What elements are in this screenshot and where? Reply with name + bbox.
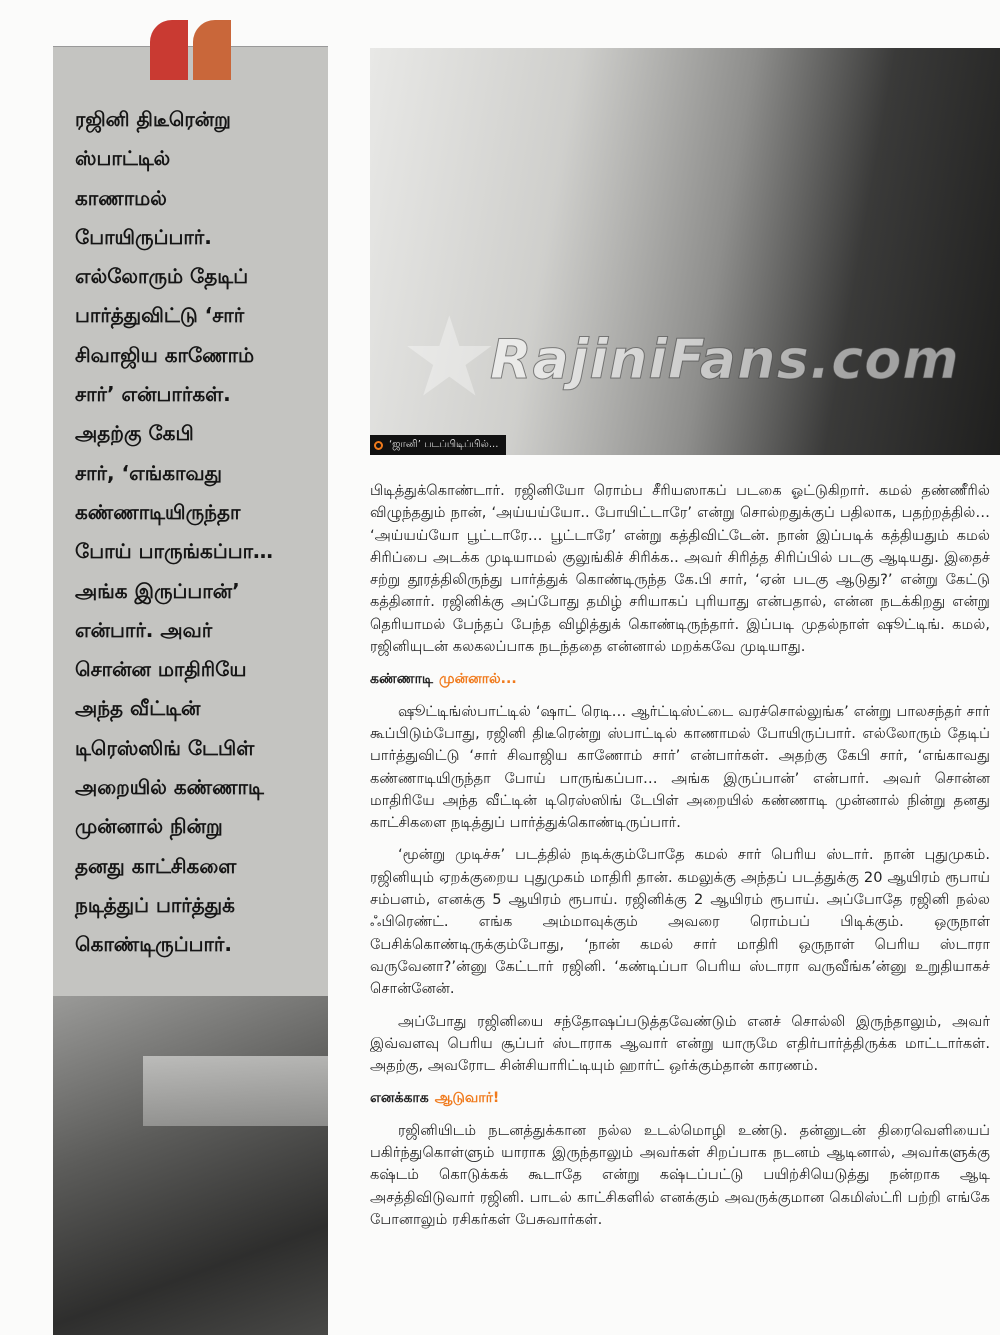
- paragraph: ரஜினியிடம் நடனத்துக்கான நல்ல உடல்மொழி உண்டு. தன்னுடன் திரைவெளியைப் பகிர்ந்துகொள்ளும் யாராக இருந்தாலும் அவர்கள் சிறப்பாக நடனம் ஆடினால், அவர்களுக்கு கஷ்டம் கொடுக்கக் கூடாதே என்று கஷ்டப்பட்டு பயிற்சியெடுத்து நன்றாக ஆடி அசத்திவிடுவார் ரஜினி. பாடல் காட்சிகளில் எனக்கும் அவருக்குமான கெமிஸ்ட்ரி பற்றி எங்கே போனாலும் ரசிகர்கள் பேசுவார்கள்.: [370, 1121, 990, 1228]
- paragraph: ஷூட்டிங்ஸ்பாட்டில் ‘ஷாட் ரெடி… ஆர்ட்டிஸ்ட்டை வரச்சொல்லுங்க’ என்று பாலசந்தர் சார் கூப்பிடும்போது, ரஜினி திடீரென்று ஸ்பாட்டில் காணாமல் போயிருப்பார். எல்லோரும் தேடிப் பார்த்துவிட்டு ‘சார் சிவாஜிய காணோம் சார்’ என்பார்கள். அதற்கு கேபி சார், ‘எங்காவது கண்ணாடியிருந்தா போய் பாருங்கப்பா… அங்க இருப்பான்’ என்பார். அவர் சொன்ன மாதிரியே அந்த வீட்டின் டிரெஸ்ஸிங் டேபிள் அறையில் கண்ணாடி முன்னால் நின்று தனது காட்சிகளை நடித்துப் பார்த்துக்கொண்டிருப்பார்.: [370, 702, 990, 832]
- subheading: [370, 1087, 990, 1109]
- johnny-shooting-photo: [370, 48, 1000, 455]
- pull-quote-line: என்பார். அவர்: [75, 617, 213, 642]
- paragraph: பிடித்துக்கொண்டார். ரஜினியோ ரொம்ப சீரியஸாகப் படகை ஓட்டுகிறார். கமல் தண்ணீரில் விழுந்ததும் நான், ‘அய்யய்யோ.. போயிட்டாரே’ என்று சொல்றதுக்குப் பதிலாக, பதற்றத்தில்… ‘அய்யய்யோ பூட்டாரே… பூட்டாரே’ என்று கத்திவிட்டேன். நான் இப்படிக் கத்தியதும் கமல் சிரிப்பை அடக்க முடியாமல் குலுங்கிச் சிரிக்க.. அவர் சிரித்த சிரிப்பில் படகு ஆடியது. இதைச் சற்று தூரத்திலிருந்து பார்த்துக் கொண்டிருந்த கே.பி சார், ‘ஏன் படகு ஆடுது?’ என்று கேட்டு கத்தினார். ரஜினிக்கு அப்போது தமிழ் சரியாகப் புரியாது என்பதால், என்ன நடக்கிறது என்று தெரியாமல் பேந்தப் பேந்த விழித்துக் கொண்டிருந்தார். இப்படி முதல்நாள் ஷூட்டிங். கமல், ரஜினியுடன் கலகலப்பாக நடந்ததை என்னால் மறக்கவே முடியாது.: [370, 482, 990, 656]
- pull-quote-line: எல்லோரும் தேடிப்: [75, 264, 249, 289]
- pull-quote-line: கொண்டிருப்பார்.: [75, 932, 232, 957]
- subheading-text: எனக்காக: [370, 1090, 429, 1107]
- caption-text: ‘ஜானி’ படப்பிடிப்பில்...: [389, 439, 499, 450]
- pull-quote-line: காணாமல்: [75, 185, 167, 210]
- paragraph: ‘மூன்று முடிச்சு’ படத்தில் நடிக்கும்போதே கமல் சார் பெரிய ஸ்டார். நான் புதுமுகம். ரஜினியும் ஏறக்குறைய புதுமுகம் மாதிரி தான். கமலுக்கு அந்தப் படத்துக்கு 20 ஆயிரம் ரூபாய் சம்பளம், எனக்கு 5 ஆயிரம் ரூபாய். ரஜினிக்கு 2 ஆயிரம் ரூபாய். அப்போதே ரஜினி நல்ல ஃபிரெண்ட். எங்க அம்மாவுக்கும் அவரை ரொம்பப் பிடிக்கும். ஒருநாள் பேசிக்கொண்டிருக்கும்போது, ‘நான் கமல் சார் மாதிரி ஒருநாள் பெரிய ஸ்டாரா வருவேனா?’ன்னு கேட்டார் ரஜினி. ‘கண்டிப்பா பெரிய ஸ்டாரா வருவீங்க’ன்னு உறுதியாகச் சொன்னேன்.: [370, 846, 990, 998]
- paragraph: அப்போது ரஜினியை சந்தோஷப்படுத்தவேண்டும் எனச் சொல்லி இருந்தாலும், அவர் இவ்வளவு பெரிய சூப்பர் ஸ்டாராக ஆவார் என்று யாருமே எதிர்பார்த்திருக்க மாட்டார்கள். அதற்கு, அவரோட சின்சியாரிட்டியும் ஹார்ட் ஒர்க்கும்தான் காரணம்.: [370, 1012, 990, 1075]
- pull-quote-line: சார், ‘எங்காவது: [75, 460, 222, 485]
- pull-quote-line: ரஜினி திடீரென்று: [75, 107, 231, 131]
- quote-mark-icon: [193, 20, 231, 80]
- subheading-accent: ஆடுவார்!: [434, 1090, 500, 1107]
- pull-quote-line: அறையில் கண்ணாடி: [75, 775, 264, 800]
- pull-quote-line: நடித்துப் பார்த்துக்: [75, 892, 235, 917]
- pull-quote-line: சிவாஜிய காணோம்: [75, 342, 255, 367]
- pull-quote-line: அதற்கு கேபி: [75, 421, 194, 446]
- pull-quote-line: போய் பாருங்கப்பா…: [75, 539, 274, 564]
- article-body: [370, 480, 990, 1241]
- pull-quote-line: அங்க இருப்பான்’: [75, 578, 240, 603]
- pull-quote-line: முன்னால் நின்று: [75, 814, 223, 839]
- photo-caption: [370, 435, 506, 455]
- quote-mark-icon: [150, 20, 188, 80]
- pull-quote-text: [75, 100, 320, 965]
- photo-background-lake: [143, 1056, 328, 1126]
- pull-quote-line: சொன்ன மாதிரியே: [75, 657, 247, 682]
- pull-quote-line: சார்’ என்பார்கள்.: [75, 382, 231, 407]
- pull-quote-line: போயிருப்பார்.: [75, 224, 212, 249]
- subheading-text: கண்ணாடி: [370, 671, 434, 688]
- watermark-star-icon: ★: [400, 293, 499, 421]
- watermark-logo: RajiniFans.com: [490, 328, 960, 391]
- pull-quote-line: பார்த்துவிட்டு ‘சார்: [75, 303, 245, 328]
- pull-quote-line: தனது காட்சிகளை: [75, 853, 237, 878]
- pull-quote-line: கண்ணாடியிருந்தா: [75, 499, 241, 524]
- subheading-accent: முன்னால்...: [439, 671, 517, 688]
- film-still-photo: [53, 996, 328, 1335]
- subheading: [370, 668, 990, 690]
- pull-quote-line: ஸ்பாட்டில்: [75, 146, 171, 171]
- caption-bullet-icon: [374, 441, 383, 450]
- pull-quote-line: டிரெஸ்ஸிங் டேபிள்: [75, 735, 255, 760]
- pull-quote-line: அந்த வீட்டின்: [75, 696, 201, 721]
